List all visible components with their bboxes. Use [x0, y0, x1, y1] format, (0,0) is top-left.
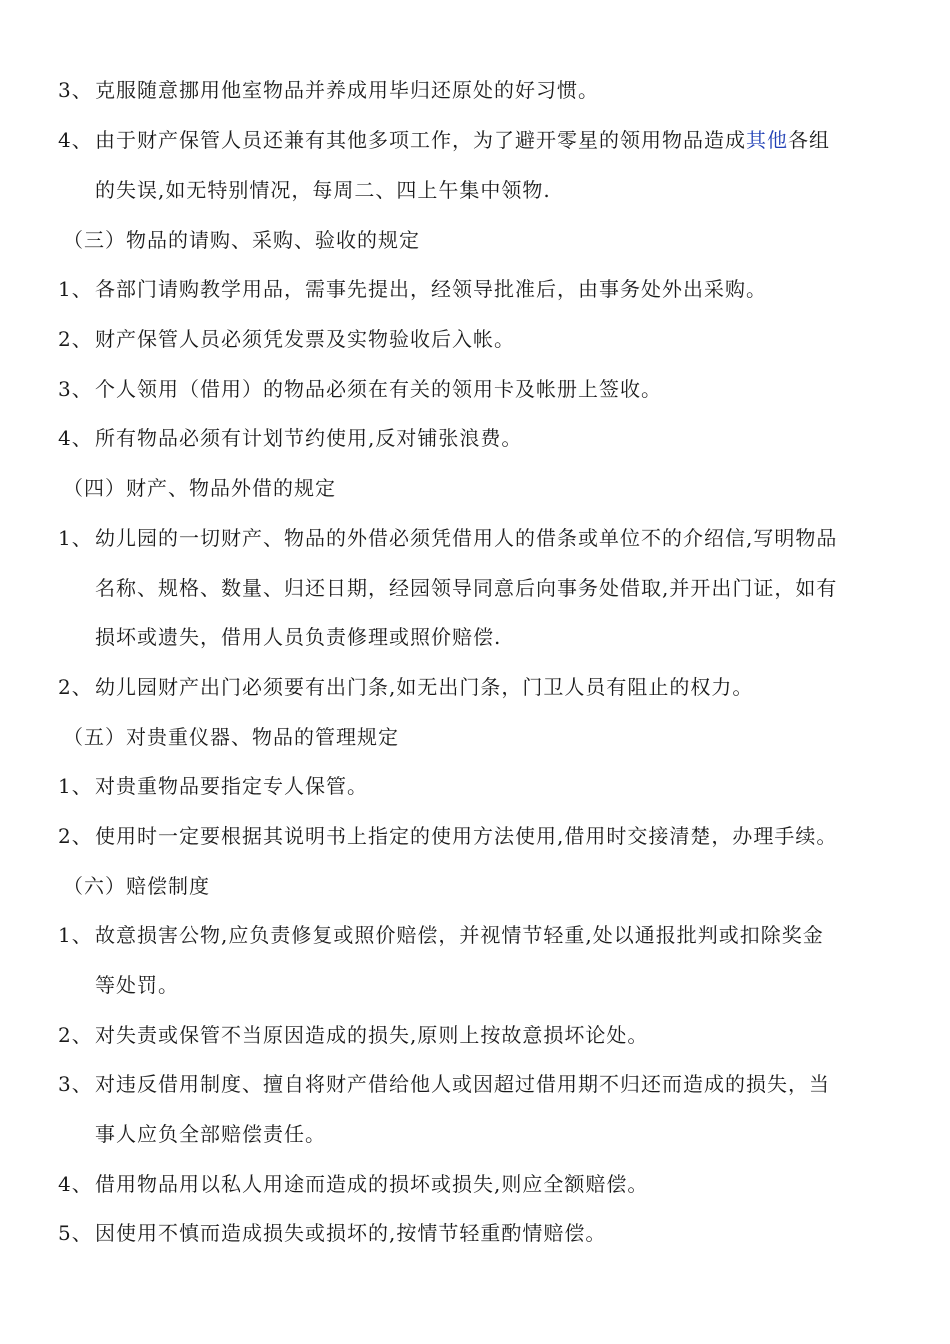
item-number: 4、	[58, 1172, 93, 1196]
item-text: 故意损害公物,应负责修复或照价赔偿，并视情节轻重,处以通报批判或扣除奖金	[95, 923, 824, 947]
item-text: 由于财产保管人员还兼有其他多项工作，为了避开零星的领用物品造成	[95, 128, 746, 152]
sec6-item-4	[58, 1172, 648, 1196]
item-number: 3、	[58, 78, 93, 102]
sec3-item-4	[58, 426, 522, 450]
sec4-item-1-continuation: 损坏或遗失，借用人员负责修理或照价赔偿.	[95, 625, 502, 649]
sec4-item-1	[58, 526, 837, 550]
item-number: 3、	[58, 1072, 93, 1096]
item-number: 5、	[58, 1221, 93, 1245]
item-text: 对贵重物品要指定专人保管。	[95, 774, 368, 798]
item-number: 4、	[58, 128, 93, 152]
item-number: 2、	[58, 1023, 93, 1047]
item-number: 1、	[58, 277, 93, 301]
item-number: 3、	[58, 377, 93, 401]
item-number: 1、	[58, 923, 93, 947]
item-text: 因使用不慎而造成损失或损坏的,按情节轻重酌情赔偿。	[95, 1221, 607, 1245]
item-text: 各组	[788, 128, 830, 152]
item-number: 1、	[58, 774, 93, 798]
sec3-item-3	[58, 377, 662, 401]
item-number: 2、	[58, 675, 93, 699]
sec3-item-2	[58, 327, 515, 351]
sec6-item-3	[58, 1072, 830, 1096]
item-text: 个人领用（借用）的物品必须在有关的领用卡及帐册上签收。	[95, 377, 662, 401]
sec4-item-2	[58, 675, 753, 699]
item-text: 幼儿园财产出门必须要有出门条,如无出门条，门卫人员有阻止的权力。	[95, 675, 754, 699]
sec3-item-1	[58, 277, 767, 301]
section-heading-3: （三）物品的请购、采购、验收的规定	[63, 228, 420, 252]
sec5-item-1	[58, 774, 368, 798]
item-4-continuation: 的失误,如无特别情况，每周二、四上午集中领物.	[95, 178, 551, 202]
section-heading-6: （六）赔偿制度	[63, 874, 210, 898]
section-heading-4: （四）财产、物品外借的规定	[63, 476, 336, 500]
sec4-item-1-continuation: 名称、规格、数量、归还日期，经园领导同意后向事务处借取,并开出门证，如有	[95, 576, 838, 600]
item-text: 所有物品必须有计划节约使用,反对铺张浪费。	[95, 426, 523, 450]
item-number: 1、	[58, 526, 93, 550]
sec5-item-2	[58, 824, 837, 848]
item-3	[58, 78, 599, 102]
item-text: 财产保管人员必须凭发票及实物验收后入帐。	[95, 327, 515, 351]
item-number: 2、	[58, 824, 93, 848]
item-number: 4、	[58, 426, 93, 450]
item-text: 借用物品用以私人用途而造成的损坏或损失,则应全额赔偿。	[95, 1172, 649, 1196]
sec6-item-1-continuation: 等处罚。	[95, 973, 179, 997]
item-4	[58, 128, 830, 152]
sec6-item-1	[58, 923, 824, 947]
item-text: 对失责或保管不当原因造成的损失,原则上按故意损坏论处。	[95, 1023, 649, 1047]
item-text: 克服随意挪用他室物品并养成用毕归还原处的好习惯。	[95, 78, 599, 102]
item-text: 使用时一定要根据其说明书上指定的使用方法使用,借用时交接清楚，办理手续。	[95, 824, 838, 848]
inline-link[interactable]: 其他	[746, 128, 788, 152]
item-text: 幼儿园的一切财产、物品的外借必须凭借用人的借条或单位不的介绍信,写明物品	[95, 526, 838, 550]
section-heading-5: （五）对贵重仪器、物品的管理规定	[63, 725, 399, 749]
item-text: 对违反借用制度、擅自将财产借给他人或因超过借用期不归还而造成的损失，当	[95, 1072, 830, 1096]
sec6-item-5	[58, 1221, 606, 1245]
item-number: 2、	[58, 327, 93, 351]
item-text: 各部门请购教学用品，需事先提出，经领导批准后，由事务处外出采购。	[95, 277, 767, 301]
sec6-item-3-continuation: 事人应负全部赔偿责任。	[95, 1122, 326, 1146]
sec6-item-2	[58, 1023, 648, 1047]
